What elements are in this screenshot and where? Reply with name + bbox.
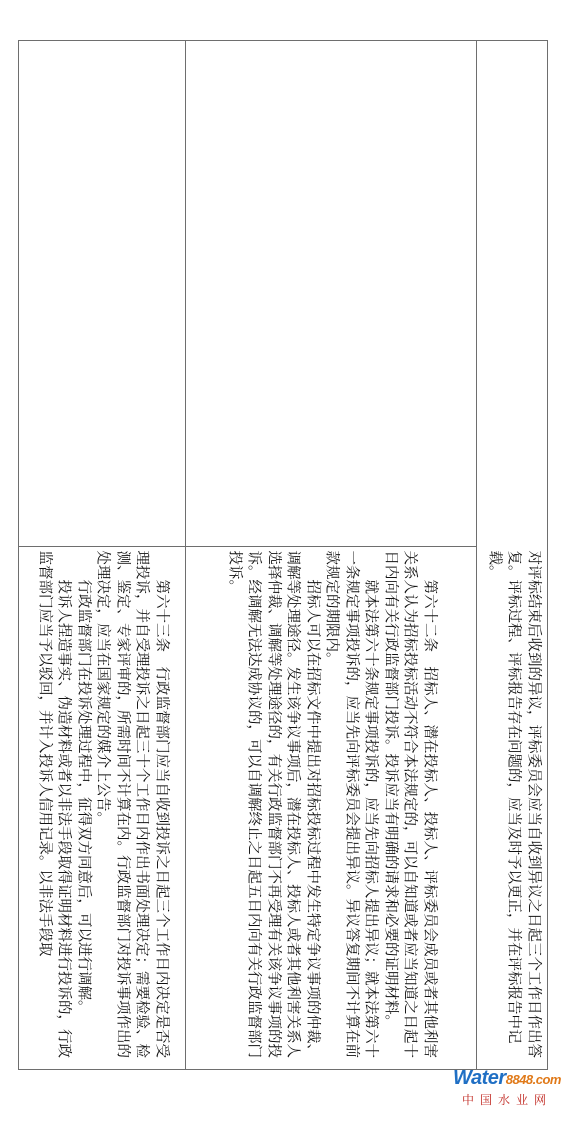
left-column-text bbox=[34, 550, 171, 1065]
left-column bbox=[19, 546, 185, 1069]
paragraph: 投诉人捏造事实、伪造材料或者以非法手段取得证明材料进行投诉的，行政监督部门应当予以驳回，并计入投诉人信用记录。以非法手段取 bbox=[36, 550, 72, 1058]
right-column bbox=[477, 546, 548, 1069]
document-table bbox=[18, 40, 548, 1070]
paragraph: 就本法第六十条规定事项投诉的，应当先向招标人提出异议；就本法第六十一条规定事项投诉的，应当先向评标委员会提出异议。异议答复期间不计算在前款规定的期限内。 bbox=[323, 550, 379, 1058]
paragraph: 行政监督部门在投诉处理过程中，征得双方同意后，可以进行调解。 bbox=[75, 579, 92, 1014]
middle-column-text bbox=[224, 550, 439, 1065]
right-column-text bbox=[483, 550, 542, 1065]
article-62: 第六十二条 招标人、潜在投标人、投标人、评标委员会成员或者其他利害关系人认为招标投标活动不符合本法规定的，可以自知道或者应当知道之日起十日内向有关行政监督部门投诉。投诉应当有明确的请求和必要的证明材料。 bbox=[382, 550, 438, 1058]
paragraph: 对评标结束后收到的异议，评标委员会应当自收到异议之日起三个工作日作出答复。评标过程、评标报告存在问题的，应当及时予以更正，并在评标报告中记载。 bbox=[485, 550, 541, 1058]
article-63: 第六十三条 行政监督部门应当自收到投诉之日起三个工作日内决定是否受理投诉，并自受理投诉之日起三十个工作日内作出书面处理决定；需要检验、检测、鉴定、专家评审的，所需时间不计算在内。行政监督部门对投诉事项作出的处理决定，应当在国家规定的媒介上公告。 bbox=[94, 550, 170, 1058]
watermark-logo bbox=[452, 1067, 562, 1090]
paragraph: 招标人可以在招标文件中提出对招标投标过程中发生特定争议事项的仲裁、调解等处理途径。发生该争议事项后，潜在投标人、投标人或者其他利害关系人选择仲裁、调解等处理途径的，有关行政监督部门不再受理有关该争议事项的投诉。经调解无法达成协议的，可以自调解终止之日起五日内向有关行政监督部门投诉。 bbox=[226, 550, 321, 1058]
watermark-site-name: 中国水业网 bbox=[461, 1093, 552, 1107]
watermark-brand: Water bbox=[453, 1067, 506, 1089]
watermark-number: 8848 bbox=[505, 1072, 533, 1087]
watermark-suffix: .com bbox=[532, 1072, 561, 1087]
middle-column bbox=[186, 546, 476, 1069]
site-watermark bbox=[452, 1067, 562, 1108]
